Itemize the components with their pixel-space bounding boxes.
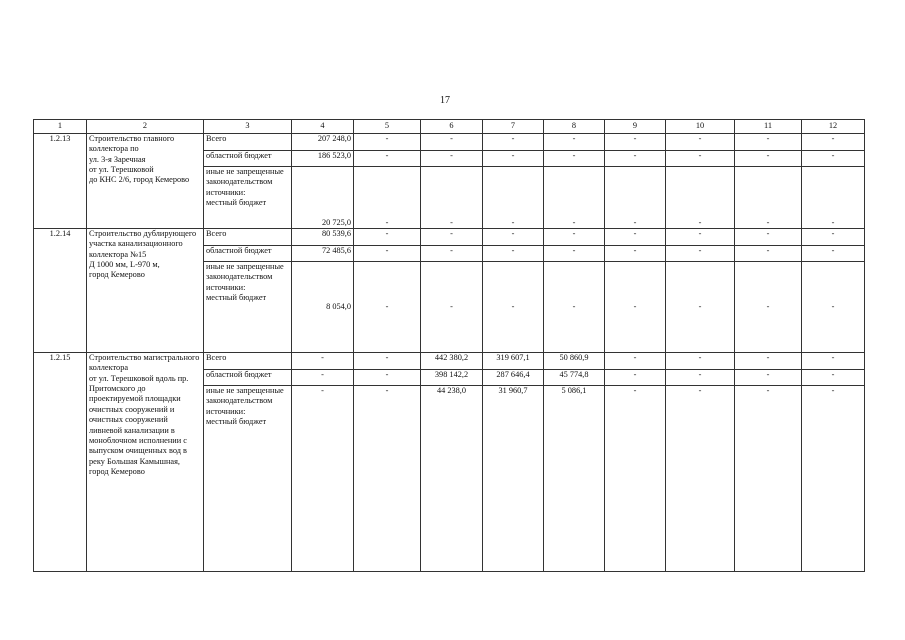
header-cell: 6 bbox=[421, 120, 483, 134]
header-cell: 2 bbox=[87, 120, 204, 134]
value-cell: - bbox=[605, 353, 666, 370]
value-cell: 20 725,0 bbox=[292, 167, 354, 229]
item-name: Строительство магистрального коллектора от ул. Терешковой вдоль пр. Притомского до проектируемой площадки очистных сооружений и очистных сооружений ливневой канализации в моноблочном исполнении с выпуском очищенных вод в реку Большая Камышная, город Кемерово bbox=[87, 353, 204, 572]
value-cell: - bbox=[483, 246, 544, 262]
header-cell: 11 bbox=[735, 120, 802, 134]
value-cell: 45 774,8 bbox=[544, 370, 605, 386]
value-cell: 8 054,0 bbox=[292, 262, 354, 353]
value-cell: - bbox=[605, 151, 666, 167]
value-cell: - bbox=[544, 167, 605, 229]
value-cell: - bbox=[354, 353, 421, 370]
value-cell: - bbox=[544, 151, 605, 167]
value-cell: 5 086,1 bbox=[544, 386, 605, 572]
value-cell: - bbox=[605, 246, 666, 262]
value-cell: - bbox=[421, 151, 483, 167]
value-cell: - bbox=[544, 134, 605, 151]
value-cell: - bbox=[354, 134, 421, 151]
funding-source: областной бюджет bbox=[204, 370, 292, 386]
value-cell: - bbox=[735, 134, 802, 151]
value-cell: - bbox=[735, 151, 802, 167]
value-cell: - bbox=[544, 262, 605, 353]
value-cell: - bbox=[354, 386, 421, 572]
header-cell: 1 bbox=[34, 120, 87, 134]
value-cell: - bbox=[421, 262, 483, 353]
table-row bbox=[34, 353, 865, 370]
value-cell: - bbox=[354, 151, 421, 167]
item-number: 1.2.14 bbox=[34, 229, 87, 353]
item-number: 1.2.15 bbox=[34, 353, 87, 572]
value-cell: - bbox=[735, 353, 802, 370]
value-cell: 80 539,6 bbox=[292, 229, 354, 246]
item-name: Строительство дублирующего участка канализационного коллектора №15 Д 1000 мм, L-970 м, город Кемерово bbox=[87, 229, 204, 353]
value-cell: - bbox=[802, 262, 865, 353]
header-cell: 7 bbox=[483, 120, 544, 134]
value-cell: - bbox=[354, 229, 421, 246]
value-cell: - bbox=[666, 353, 735, 370]
value-cell: - bbox=[735, 386, 802, 572]
header-cell: 12 bbox=[802, 120, 865, 134]
value-cell: - bbox=[544, 246, 605, 262]
value-cell: - bbox=[605, 262, 666, 353]
funding-source: Всего bbox=[204, 134, 292, 151]
header-cell: 3 bbox=[204, 120, 292, 134]
value-cell: - bbox=[292, 370, 354, 386]
value-cell: - bbox=[605, 167, 666, 229]
header-cell: 4 bbox=[292, 120, 354, 134]
value-cell: - bbox=[802, 167, 865, 229]
header-cell: 8 bbox=[544, 120, 605, 134]
page-number: 17 bbox=[440, 95, 450, 106]
funding-source: Всего bbox=[204, 353, 292, 370]
value-cell: 186 523,0 bbox=[292, 151, 354, 167]
value-cell: 207 248,0 bbox=[292, 134, 354, 151]
value-cell: - bbox=[354, 167, 421, 229]
value-cell: - bbox=[354, 246, 421, 262]
funding-source: иные не запрещенные законодательством источники: местный бюджет bbox=[204, 386, 292, 572]
header-cell: 5 bbox=[354, 120, 421, 134]
header-cell: 9 bbox=[605, 120, 666, 134]
value-cell: - bbox=[802, 353, 865, 370]
value-cell: - bbox=[605, 386, 666, 572]
value-cell: - bbox=[735, 229, 802, 246]
value-cell: - bbox=[666, 262, 735, 353]
value-cell: - bbox=[354, 262, 421, 353]
value-cell: - bbox=[666, 246, 735, 262]
value-cell: 398 142,2 bbox=[421, 370, 483, 386]
value-cell: - bbox=[802, 134, 865, 151]
value-cell: - bbox=[421, 167, 483, 229]
funding-source: областной бюджет bbox=[204, 151, 292, 167]
value-cell: - bbox=[666, 370, 735, 386]
value-cell: - bbox=[666, 134, 735, 151]
item-name: Строительство главного коллектора по ул. 3-я Заречная от ул. Терешковой до КНС 2/6, город Кемерово bbox=[87, 134, 204, 229]
value-cell: - bbox=[544, 229, 605, 246]
value-cell: - bbox=[735, 262, 802, 353]
value-cell: - bbox=[666, 386, 735, 572]
value-cell: - bbox=[421, 246, 483, 262]
value-cell: - bbox=[421, 229, 483, 246]
value-cell: 44 238,0 bbox=[421, 386, 483, 572]
value-cell: - bbox=[666, 151, 735, 167]
value-cell: - bbox=[802, 386, 865, 572]
value-cell: - bbox=[802, 151, 865, 167]
item-number: 1.2.13 bbox=[34, 134, 87, 229]
value-cell: - bbox=[292, 386, 354, 572]
value-cell: 50 860,9 bbox=[544, 353, 605, 370]
value-cell: - bbox=[483, 151, 544, 167]
value-cell: - bbox=[802, 229, 865, 246]
value-cell: 31 960,7 bbox=[483, 386, 544, 572]
funding-source: областной бюджет bbox=[204, 246, 292, 262]
value-cell: - bbox=[605, 229, 666, 246]
value-cell: - bbox=[735, 246, 802, 262]
value-cell: - bbox=[292, 353, 354, 370]
value-cell: - bbox=[802, 370, 865, 386]
value-cell: - bbox=[483, 167, 544, 229]
table-row bbox=[34, 134, 865, 151]
table-row bbox=[34, 229, 865, 246]
header-row bbox=[34, 120, 865, 134]
value-cell: 442 380,2 bbox=[421, 353, 483, 370]
value-cell: - bbox=[735, 167, 802, 229]
value-cell: - bbox=[483, 229, 544, 246]
funding-source: иные не запрещенные законодательством источники: местный бюджет bbox=[204, 167, 292, 229]
value-cell: - bbox=[354, 370, 421, 386]
header-cell: 10 bbox=[666, 120, 735, 134]
value-cell: 319 607,1 bbox=[483, 353, 544, 370]
value-cell: - bbox=[666, 229, 735, 246]
value-cell: - bbox=[605, 370, 666, 386]
funding-source: иные не запрещенные законодательством источники: местный бюджет bbox=[204, 262, 292, 353]
value-cell: - bbox=[421, 134, 483, 151]
budget-table bbox=[33, 119, 865, 572]
value-cell: - bbox=[666, 167, 735, 229]
value-cell: - bbox=[483, 134, 544, 151]
value-cell: - bbox=[605, 134, 666, 151]
value-cell: 72 485,6 bbox=[292, 246, 354, 262]
value-cell: - bbox=[735, 370, 802, 386]
value-cell: 287 646,4 bbox=[483, 370, 544, 386]
value-cell: - bbox=[802, 246, 865, 262]
funding-source: Всего bbox=[204, 229, 292, 246]
value-cell: - bbox=[483, 262, 544, 353]
